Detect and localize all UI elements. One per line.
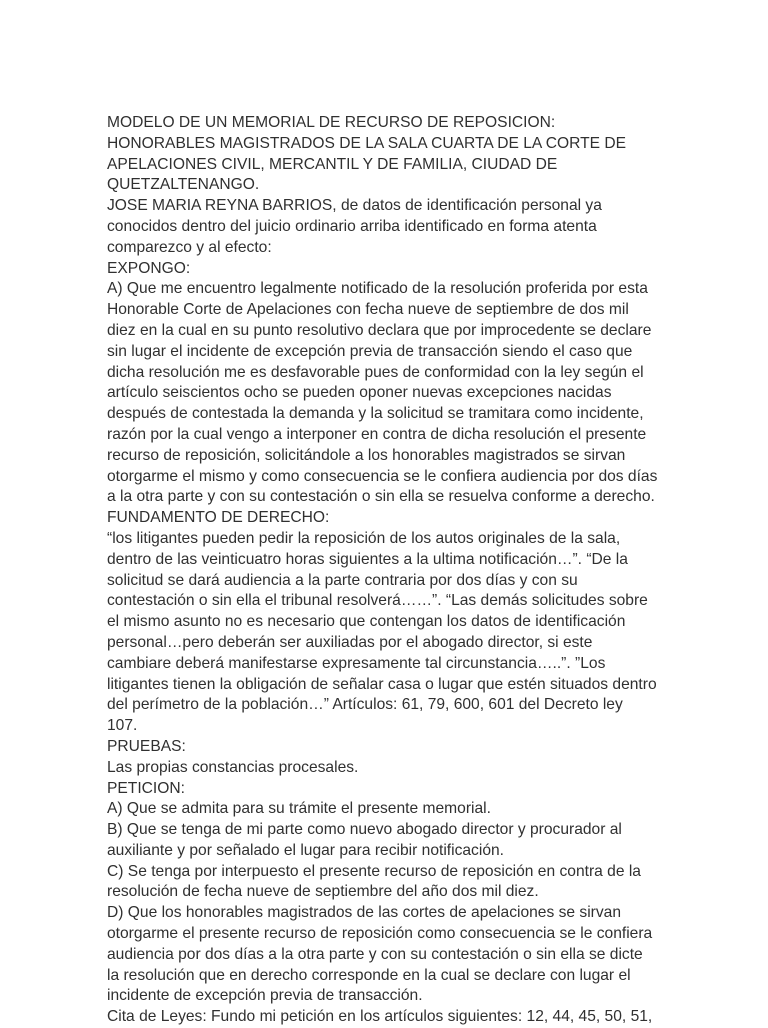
document-line: después de contestada la demanda y la solicitud se tramitara como incidente,	[107, 405, 644, 423]
document-line: personal…pero deberán ser auxiliadas por el abogado director, si este	[107, 633, 593, 651]
document-line: a la otra parte y con su contestación o sin ella se resuelva conforme a derecho.	[107, 488, 655, 506]
document-line: FUNDAMENTO DE DERECHO:	[107, 509, 330, 527]
document-line: PETICION:	[107, 779, 185, 797]
document-body	[107, 113, 667, 1028]
document-line: otorgarme el mismo y como consecuencia se le confiera audiencia por dos días	[107, 467, 658, 485]
document-line: solicitud se dará audiencia a la parte contraria por dos días y con su	[107, 571, 578, 589]
document-line: conocidos dentro del juicio ordinario arriba identificado en forma atenta	[107, 217, 597, 235]
document-line: otorgarme el presente recurso de reposición como consecuencia se le confiera	[107, 925, 653, 943]
document-line: sin lugar el incidente de excepción previa de transacción siendo el caso que	[107, 342, 633, 360]
document-line: QUETZALTENANGO.	[107, 176, 260, 194]
document-line: auxiliante y por señalado el lugar para recibir notificación.	[107, 841, 505, 859]
document-line: Honorable Corte de Apelaciones con fecha nueve de septiembre de dos mil	[107, 301, 629, 319]
document-line: litigantes tienen la obligación de señalar casa o lugar que estén situados dentro	[107, 675, 657, 693]
document-line: el mismo asunto no es necesario que contengan los datos de identificación	[107, 613, 626, 631]
document-line: Las propias constancias procesales.	[107, 758, 359, 776]
document-line: recurso de reposición, solicitándole a los honorables magistrados se sirvan	[107, 446, 626, 464]
document-line: la resolución que en derecho corresponde en la cual se declare con lugar el	[107, 966, 631, 984]
document-line: A) Que me encuentro legalmente notificado de la resolución proferida por esta	[107, 280, 648, 298]
document-line: artículo seiscientos ocho se pueden oponer nuevas excepciones nacidas	[107, 384, 612, 402]
document-line: B) Que se tenga de mi parte como nuevo abogado director y procurador al	[107, 821, 622, 839]
document-line: incidente de excepción previa de transacción.	[107, 987, 423, 1005]
document-line: Cita de Leyes: Fundo mi petición en los artículos siguientes: 12, 44, 45, 50, 51,	[107, 1008, 653, 1026]
document-line: dicha resolución me es desfavorable pues de conformidad con la ley según el	[107, 363, 644, 381]
document-line: audiencia por dos días a la otra parte y con su contestación o sin ella se dicte	[107, 945, 643, 963]
document-line: MODELO DE UN MEMORIAL DE RECURSO DE REPOSICION:	[107, 114, 556, 131]
document-line: APELACIONES CIVIL, MERCANTIL Y DE FAMILIA, CIUDAD DE	[107, 155, 558, 173]
document-line: contestación o sin ella el tribunal resolverá……”. “Las demás solicitudes sobre	[107, 592, 648, 610]
document-line: resolución de fecha nueve de septiembre del año dos mil diez.	[107, 883, 539, 901]
document-line: PRUEBAS:	[107, 737, 186, 755]
document-line: EXPONGO:	[107, 259, 191, 277]
document-line: “los litigantes pueden pedir la reposición de los autos originales de la sala,	[107, 529, 621, 547]
document-line: HONORABLES MAGISTRADOS DE LA SALA CUARTA DE LA CORTE DE	[107, 134, 627, 152]
document-line: comparezco y al efecto:	[107, 238, 272, 256]
document-line: C) Se tenga por interpuesto el presente recurso de reposición en contra de la	[107, 862, 641, 880]
document-line: diez en la cual en su punto resolutivo declara que por improcedente se declare	[107, 321, 652, 339]
document-line: 107.	[107, 717, 138, 735]
document-line: del perímetro de la población…” Artículos: 61, 79, 600, 601 del Decreto ley	[107, 696, 623, 714]
document-line: cambiare deberá manifestarse expresamente tal circunstancia…..”. ”Los	[107, 654, 606, 672]
document-line: D) Que los honorables magistrados de las cortes de apelaciones se sirvan	[107, 904, 621, 922]
document-line: JOSE MARIA REYNA BARRIOS, de datos de identificación personal ya	[107, 197, 602, 215]
document-line: razón por la cual vengo a interponer en contra de dicha resolución el presente	[107, 425, 647, 443]
document-line: A) Que se admita para su trámite el presente memorial.	[107, 800, 491, 818]
document-line: dentro de las veinticuatro horas siguientes a la ultima notificación…”. “De la	[107, 550, 628, 568]
